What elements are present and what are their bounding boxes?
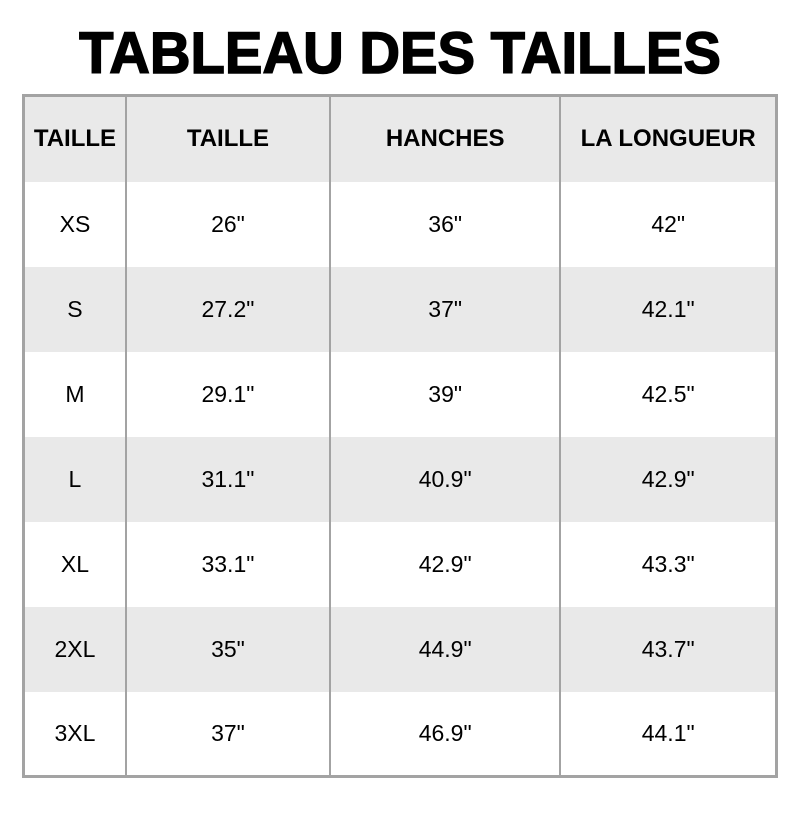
hips-cell: 39"	[330, 352, 560, 437]
length-cell: 42.1"	[560, 267, 776, 352]
table-body	[24, 182, 777, 777]
table-row	[24, 352, 777, 437]
length-cell: 42.5"	[560, 352, 776, 437]
size-cell: XL	[60, 550, 90, 577]
size-chart-container	[22, 94, 778, 778]
header-row	[24, 96, 777, 182]
table-row	[24, 437, 777, 522]
size-cell: S	[67, 295, 83, 322]
length-cell: 42"	[560, 182, 776, 267]
hips-cell: 36"	[330, 182, 560, 267]
size-table	[22, 94, 778, 778]
table-row	[24, 182, 777, 267]
table-row	[24, 522, 777, 607]
waist-cell: 29.1"	[126, 352, 330, 437]
hips-cell: 46.9"	[330, 692, 560, 777]
size-cell: 2XL	[54, 635, 96, 662]
col-header-length: LA LONGUEUR	[560, 96, 776, 182]
size-cell: XS	[59, 210, 91, 237]
table-row	[24, 692, 777, 777]
col-header-size: TAILLE	[33, 125, 117, 153]
length-cell: 43.7"	[560, 607, 776, 692]
size-cell: 3XL	[54, 719, 96, 746]
hips-cell: 40.9"	[330, 437, 560, 522]
length-cell: 44.1"	[560, 692, 776, 777]
hips-cell: 44.9"	[330, 607, 560, 692]
length-cell: 42.9"	[560, 437, 776, 522]
hips-cell: 42.9"	[330, 522, 560, 607]
waist-cell: 33.1"	[126, 522, 330, 607]
size-cell: L	[68, 465, 82, 492]
waist-cell: 26"	[126, 182, 330, 267]
table-row	[24, 607, 777, 692]
waist-cell: 37"	[126, 692, 330, 777]
col-header-waist: TAILLE	[126, 96, 330, 182]
table-row	[24, 267, 777, 352]
col-header-hips: HANCHES	[330, 96, 560, 182]
waist-cell: 27.2"	[126, 267, 330, 352]
waist-cell: 35"	[126, 607, 330, 692]
waist-cell: 31.1"	[126, 437, 330, 522]
size-cell: M	[65, 380, 85, 407]
table-header	[24, 96, 777, 182]
hips-cell: 37"	[330, 267, 560, 352]
page-title: TABLEAU DES TAILLES	[79, 21, 721, 86]
length-cell: 43.3"	[560, 522, 776, 607]
